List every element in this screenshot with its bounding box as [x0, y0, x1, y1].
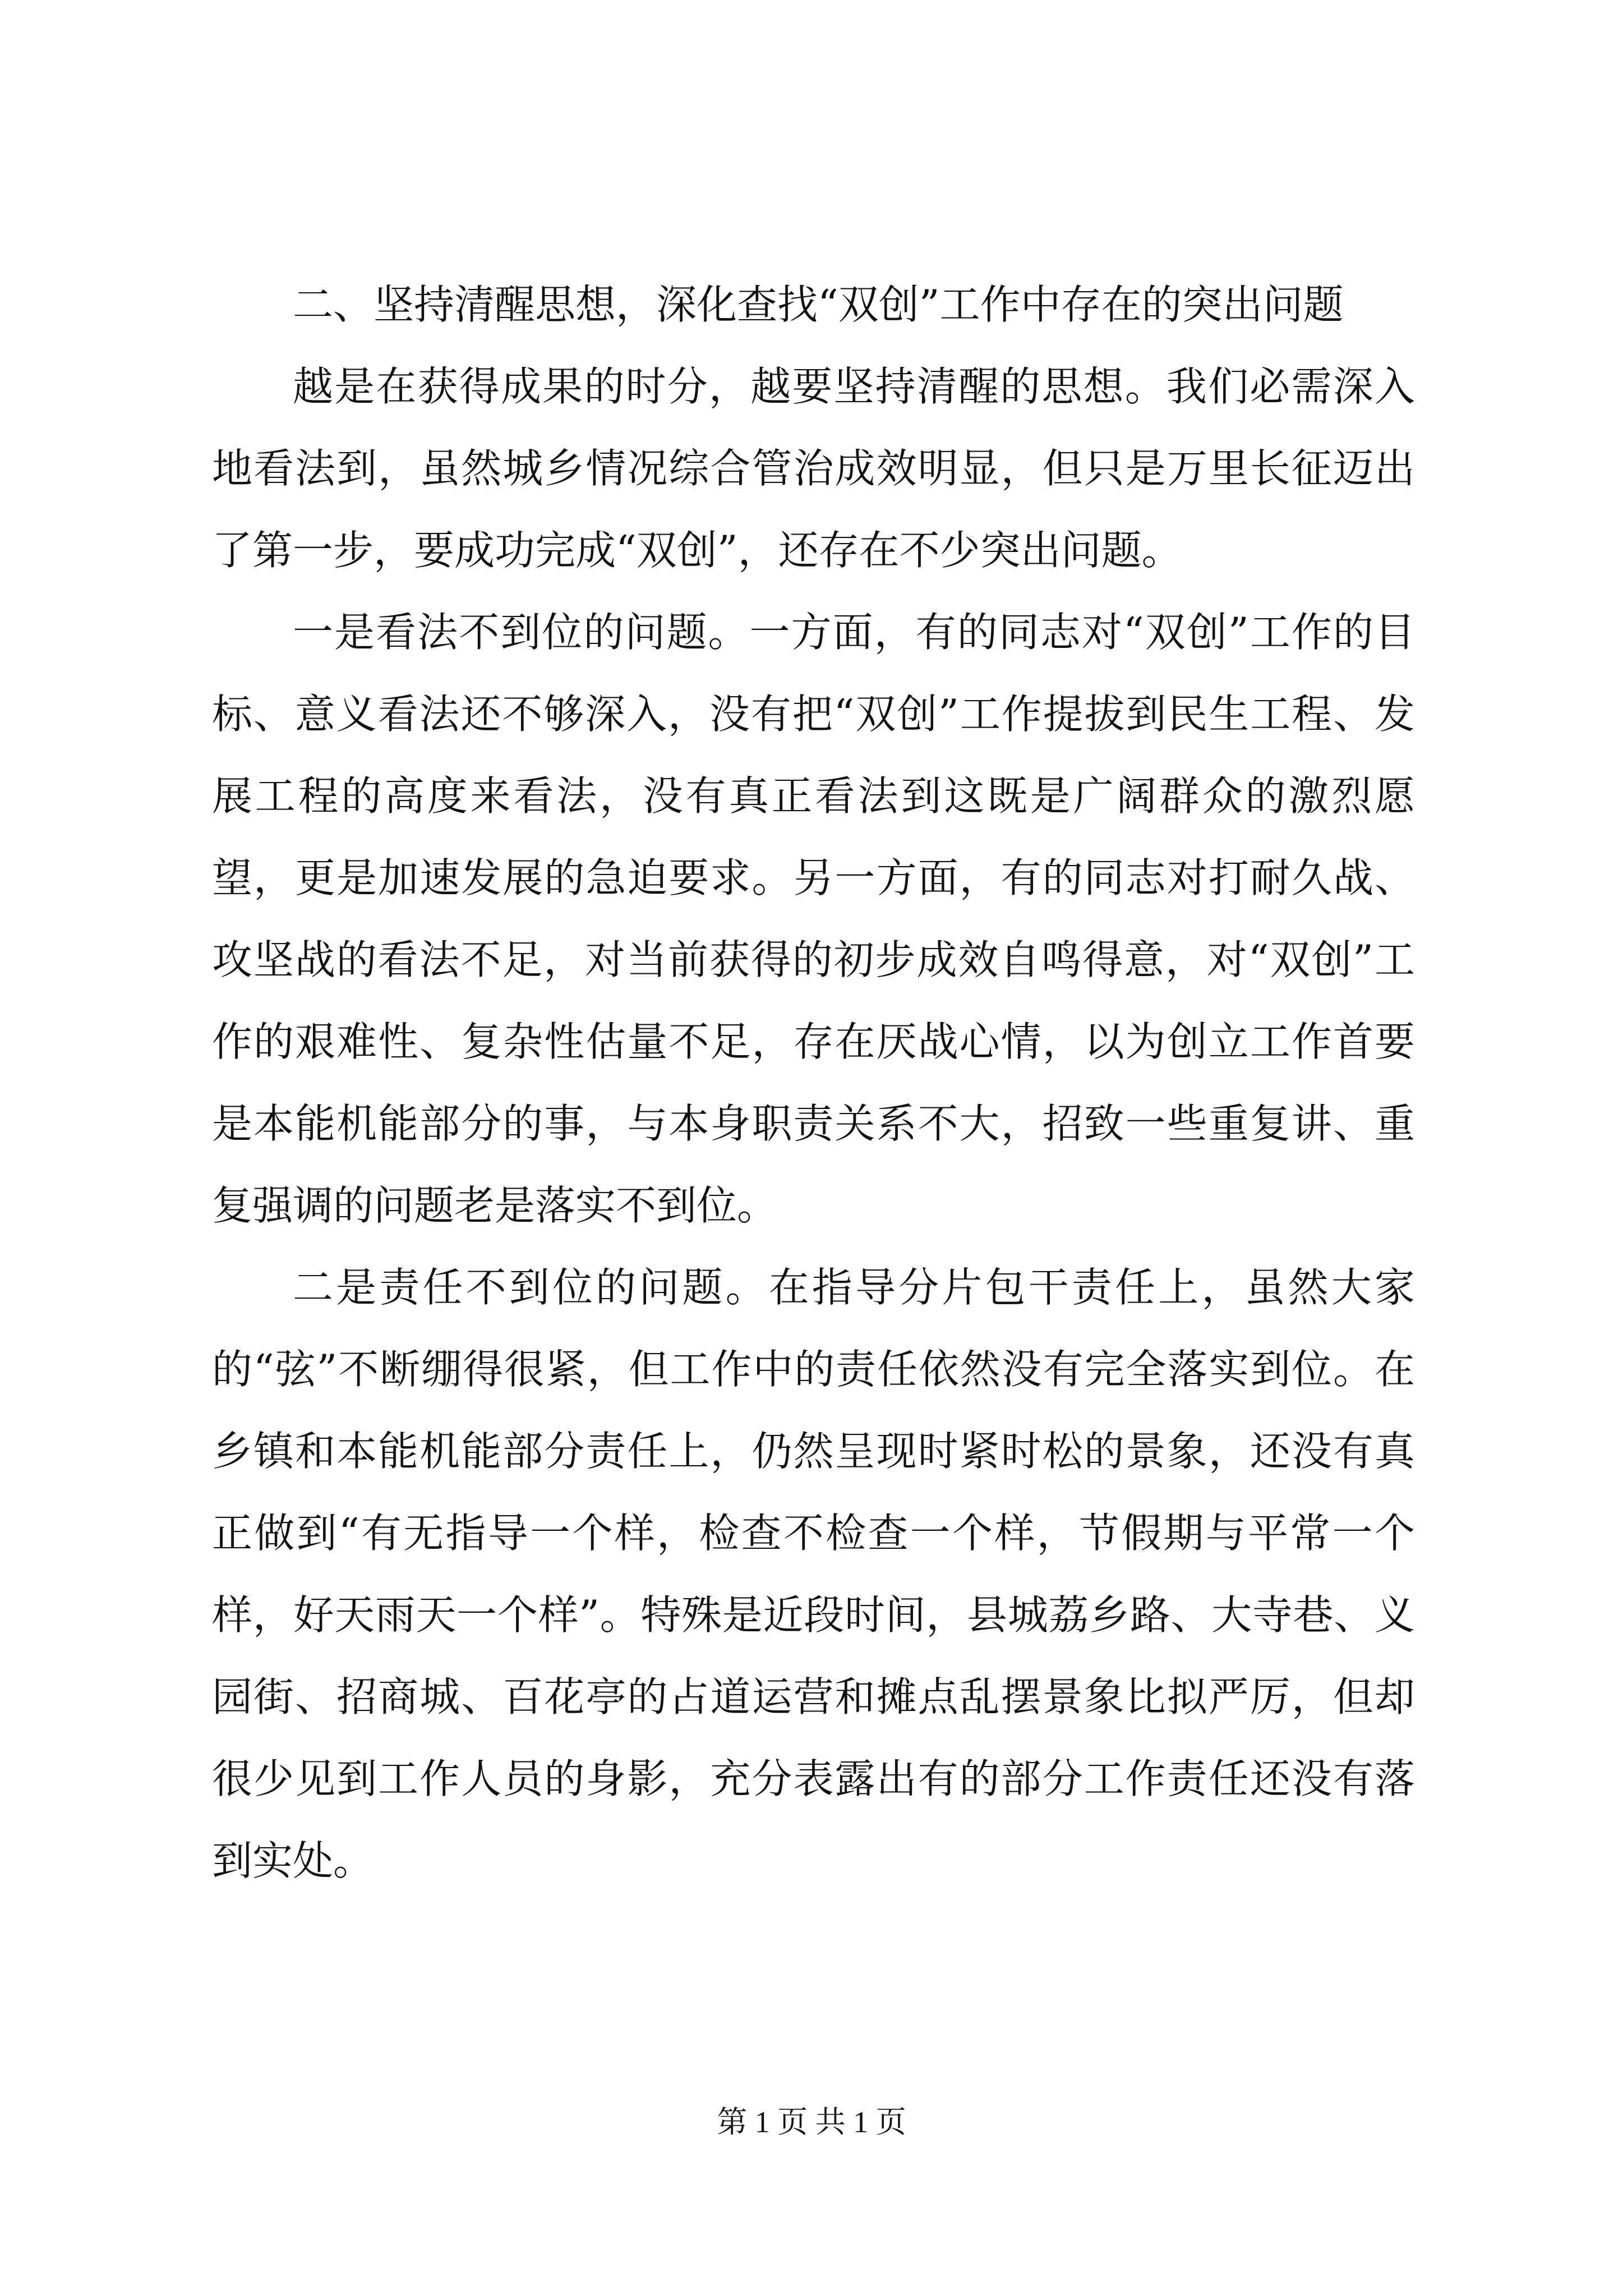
page-footer: 第 1 页 共 1 页 [717, 2105, 906, 2139]
paragraph-point-one: 一是看法不到位的问题。一方面，有的同志对“双创”工作的目标、意义看法还不够深入，没有把“双创”工作提拔到民生工程、发展工程的高度来看法，没有真正看法到这既是广阔群众的激烈愿望，更是加速发展的急迫要求。另一方面，有的同志对打耐久战、攻坚战的看法不足，对当前获得的初步成效自鸣得意，对“双创”工作的艰难性、复杂性估量不足，存在厌战心情，以为创立工作首要是本能机能部分的事，与本身职责关系不大，招致一些重复讲、重复强调的问题老是落实不到位。 [212, 609, 1415, 1229]
paragraph-point-two: 二是责任不到位的问题。在指导分片包干责任上，虽然大家的“弦”不断绷得很紧，但工作中的责任依然没有完全落实到位。在乡镇和本能机能部分责任上，仍然呈现时紧时松的景象，还没有真正做到“有无指导一个样，检查不检查一个样，节假期与平常一个样，好天雨天一个样”。特殊是近段时间，县城荔乡路、大寺巷、义园街、招商城、百花亭的占道运营和摊点乱摆景象比拟严厉，但却很少见到工作人员的身影，充分表露出有的部分工作责任还没有落到实处。 [212, 1264, 1415, 1884]
paragraph-intro: 越是在获得成果的时分，越要坚持清醒的思想。我们必需深入地看法到，虽然城乡情况综合管治成效明显，但只是万里长征迈出了第一步，要成功完成“双创”，还存在不少突出问题。 [212, 363, 1415, 574]
section-heading: 二、坚持清醒思想，深化查找“双创”工作中存在的突出问题 [293, 281, 1344, 328]
document-body [212, 264, 1415, 1902]
